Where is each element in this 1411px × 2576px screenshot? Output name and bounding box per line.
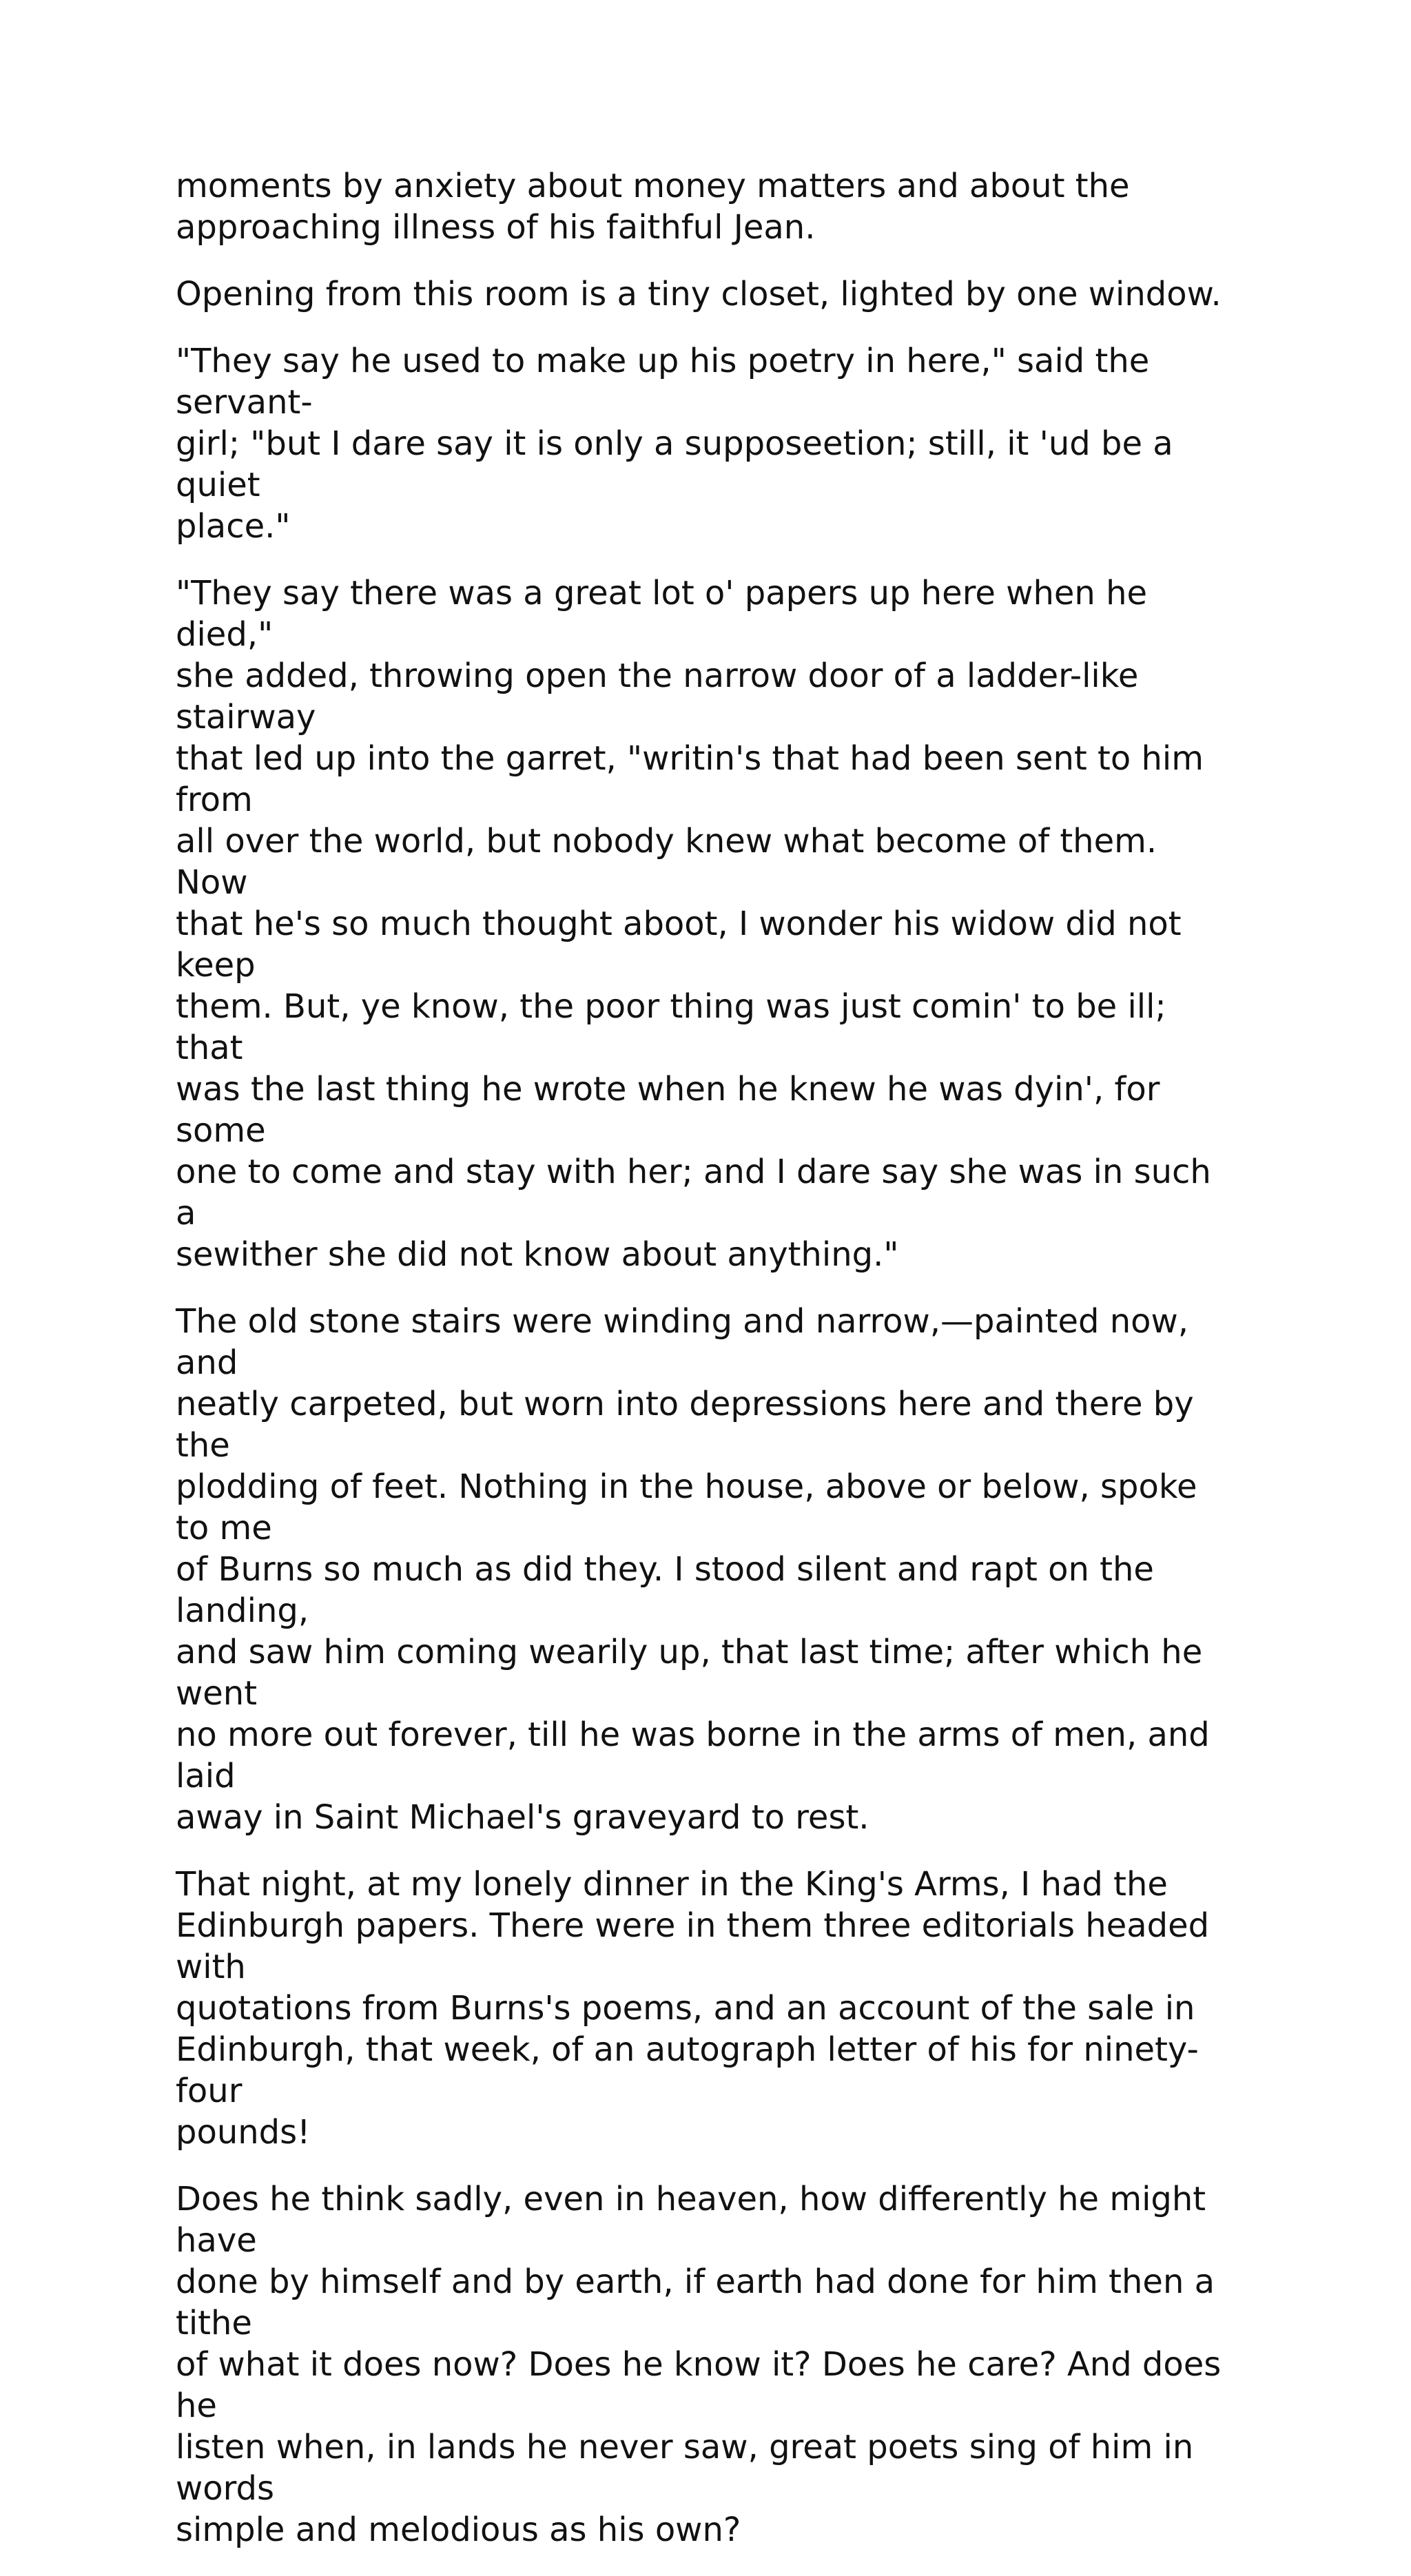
paragraph-5: The old stone stairs were winding and narrow,—painted now, and neatly carpeted, but worn into depressions here and there by the plodding of feet. Nothing in the house, above or below, spoke to me of Burns so much as did they. I stood silent and rapt on the landing, and saw him coming wearily up, that last time; after which he went no more out forever, till he was borne in the arms of men, and laid away in Saint Michael's graveyard to rest. [176, 1302, 1210, 1837]
paragraph-3: "They say he used to make up his poetry in here," said the servant- girl; "but I dare say it is only a supposeetion; still, it 'ud be a quiet place." [176, 342, 1173, 546]
page-body [176, 165, 1237, 2576]
paragraph-4: "They say there was a great lot o' papers up here when he died," she added, throwing open the narrow door of a ladder-like stairway that led up into the garret, "writin's that had been sent to him from all over the world, but nobody knew what become of them. Now that he's so much thought aboot, I wonder his widow did not keep them. But, ye know, the poor thing was just comin' to be ill; that was the last thing he wrote when he knew he was dyin', for some one to come and stay with her; and I dare say she was in such a sewither she did not know about anything." [176, 574, 1211, 1274]
paragraph-6: That night, at my lonely dinner in the King's Arms, I had the Edinburgh papers. There were in them three editorials headed with quotations from Burns's poems, and an account of the sale in Edinburgh, that week, of an autograph letter of his for ninety-four pounds! [176, 1865, 1210, 2152]
paragraph-2: Opening from this room is a tiny closet, lighted by one window. [176, 275, 1222, 313]
paragraph-1: moments by anxiety about money matters and about the approaching illness of his faithful Jean. [176, 167, 1130, 247]
paragraph-7: Does he think sadly, even in heaven, how differently he might have done by himself and by earth, if earth had done for him then a tithe of what it does now? Does he know it? Does he care? And does he listen when, in lands he never saw, great poets sing of him in words simple and melodious as his own? [176, 2180, 1222, 2549]
